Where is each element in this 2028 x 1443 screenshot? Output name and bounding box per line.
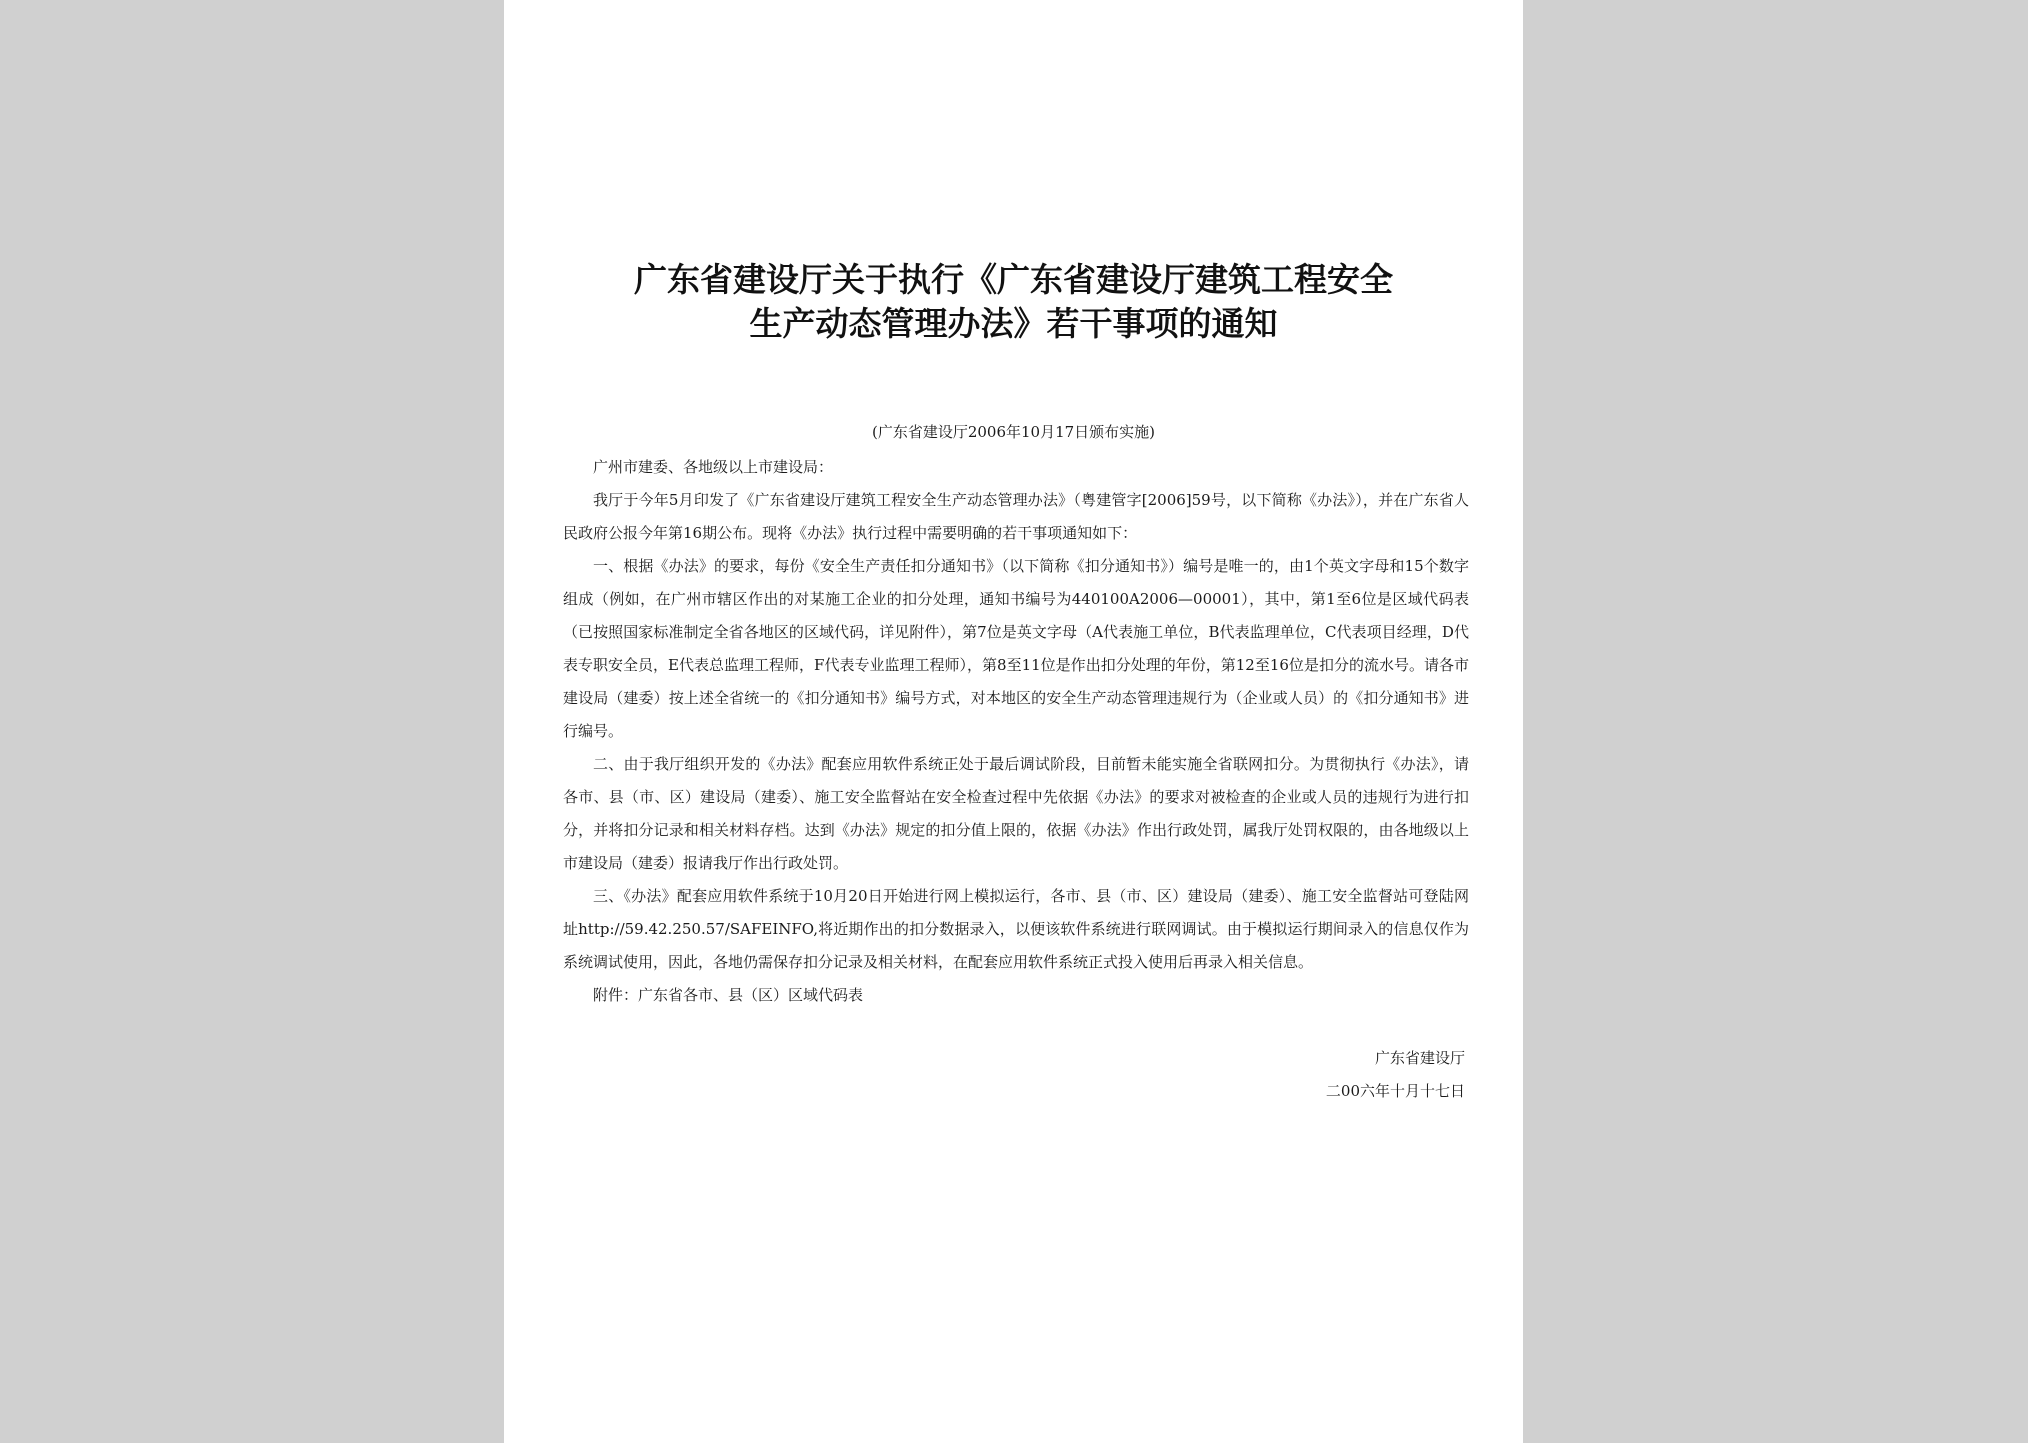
issue-date-note: (广东省建设厅2006年10月17日颁布实施) [871,423,1156,441]
paragraph-item-3: 三、《办法》配套应用软件系统于10月20日开始进行网上模拟运行，各市、县（市、区）建设局（建委）、施工安全监督站可登陆网址http://59.42.250.57/SAFEINFO,将近期作出的扣分数据录入，以便该软件系统进行联网调试。由于模拟运行期间录入的信息仅作为系统调试使用，因此，各地仍需保存扣分记录及相关材料，在配套应用软件系统正式投入使用后再录入相关信息。 [563,887,1469,971]
salutation: 广州市建委、各地级以上市建设局： [593,458,834,476]
document-page [504,0,1523,1443]
document-body [563,451,1469,1012]
signature-organization: 广东省建设厅 [1374,1049,1465,1067]
document-title [504,258,1523,346]
title-line-2: 生产动态管理办法》若干事项的通知 [749,304,1278,343]
signature-date: 二00六年十月十七日 [1325,1082,1465,1100]
paragraph-intro: 我厅于今年5月印发了《广东省建设厅建筑工程安全生产动态管理办法》（粤建管字[2006]59号，以下简称《办法》），并在广东省人民政府公报今年第16期公布。现将《办法》执行过程中需要明确的若干事项通知如下： [563,491,1469,542]
paragraph-item-1: 一、根据《办法》的要求，每份《安全生产责任扣分通知书》（以下简称《扣分通知书》）编号是唯一的，由1个英文字母和15个数字组成（例如，在广州市辖区作出的对某施工企业的扣分处理，通知书编号为440100A2006—00001），其中，第1至6位是区域代码表（已按照国家标准制定全省各地区的区域代码，详见附件），第7位是英文字母（A代表施工单位，B代表监理单位，C代表项目经理，D代表专职安全员，E代表总监理工程师，F代表专业监理工程师），第8至11位是作出扣分处理的年份，第12至16位是扣分的流水号。请各市建设局（建委）按上述全省统一的《扣分通知书》编号方式，对本地区的安全生产动态管理违规行为（企业或人员）的《扣分通知书》进行编号。 [563,557,1469,740]
attachment-note: 附件：广东省各市、县（区）区域代码表 [593,986,864,1004]
title-line-1: 广东省建设厅关于执行《广东省建设厅建筑工程安全 [634,260,1393,299]
paragraph-item-2: 二、由于我厅组织开发的《办法》配套应用软件系统正处于最后调试阶段，目前暂未能实施全省联网扣分。为贯彻执行《办法》，请各市、县（市、区）建设局（建委）、施工安全监督站在安全检查过程中先依据《办法》的要求对被检查的企业或人员的违规行为进行扣分，并将扣分记录和相关材料存档。达到《办法》规定的扣分值上限的，依据《办法》作出行政处罚，属我厅处罚权限的，由各地级以上市建设局（建委）报请我厅作出行政处罚。 [563,755,1469,872]
